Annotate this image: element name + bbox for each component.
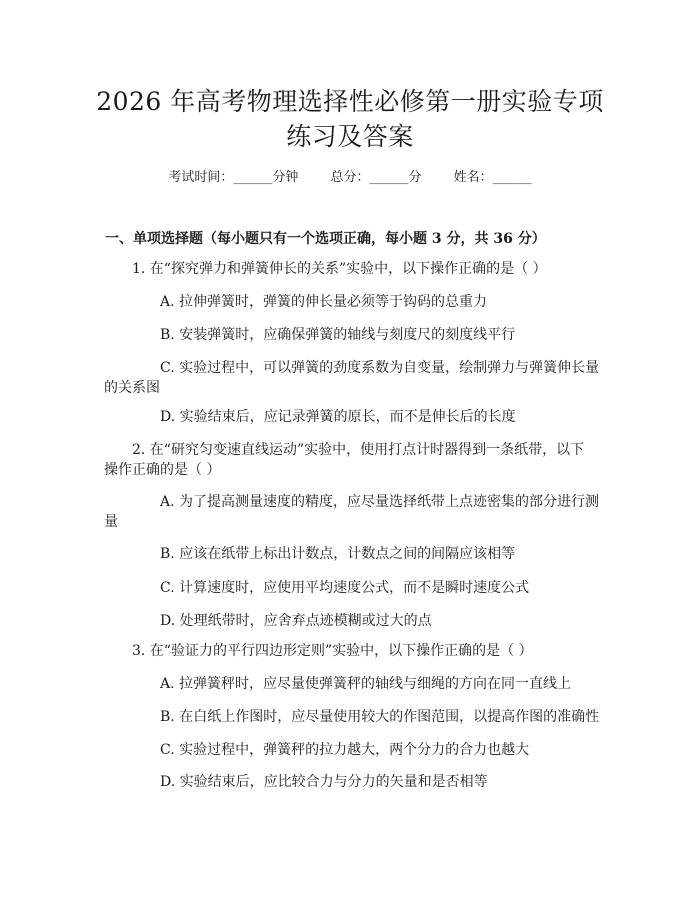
document-title-line-1: 2026 年高考物理选择性必修第一册实验专项 xyxy=(96,87,604,116)
question-2-option-b: B. 应该在纸带上标出计数点，计数点之间的间隔应该相等 xyxy=(160,546,516,562)
question-3-option-a: A. 拉弹簧秤时，应尽量使弹簧秤的轴线与细绳的方向在同一直线上 xyxy=(160,676,572,692)
exam-time-field: 考试时间：______分钟 xyxy=(168,170,299,185)
document-title-line-2: 练习及答案 xyxy=(286,122,414,151)
question-3-option-c: C. 实验过程中，弹簧秤的拉力越大，两个分力的合力也越大 xyxy=(160,742,530,758)
student-name-field: 姓名：______ xyxy=(453,170,532,185)
question-2-stem: 2. 在“研究匀变速直线运动”实验中，使用打点计时器得到一条纸带，以下 xyxy=(132,442,585,458)
section-heading-single-choice: 一、单项选择题（每小题只有一个选项正确，每小题 3 分，共 36 分） xyxy=(105,231,546,247)
question-2-stem-continued: 操作正确的是（ ） xyxy=(104,462,221,478)
question-2-option-a: A. 为了提高测量速度的精度，应尽量选择纸带上点迹密集的部分进行测 xyxy=(160,494,600,510)
question-1-stem: 1. 在“探究弹力和弹簧伸长的关系”实验中，以下操作正确的是（ ） xyxy=(132,261,547,277)
question-1-option-c: C. 实验过程中，可以弹簧的劲度系数为自变量，绘制弹力与弹簧伸长量 xyxy=(160,360,600,376)
question-2-option-d: D. 处理纸带时，应舍弃点迹模糊或过大的点 xyxy=(160,613,432,629)
question-3-option-b: B. 在白纸上作图时，应尽量使用较大的作图范围，以提高作图的准确性 xyxy=(160,709,600,725)
question-1-option-d: D. 实验结束后，应记录弹簧的原长，而不是伸长后的长度 xyxy=(160,409,516,425)
exam-meta xyxy=(0,168,700,188)
question-3-stem: 3. 在“验证力的平行四边形定则”实验中，以下操作正确的是（ ） xyxy=(132,643,533,659)
question-1-option-b: B. 安装弹簧时，应确保弹簧的轴线与刻度尺的刻度线平行 xyxy=(160,327,516,343)
question-2-option-a-continued: 量 xyxy=(104,514,118,530)
question-2-option-c: C. 计算速度时，应使用平均速度公式，而不是瞬时速度公式 xyxy=(160,580,530,596)
question-1-option-c-continued: 的关系图 xyxy=(104,380,160,396)
question-3-option-d: D. 实验结束后，应比较合力与分力的矢量和是否相等 xyxy=(160,774,488,790)
total-score-field: 总分：______分 xyxy=(330,170,422,185)
question-1-option-a: A. 拉伸弹簧时，弹簧的伸长量必须等于钩码的总重力 xyxy=(160,294,488,310)
